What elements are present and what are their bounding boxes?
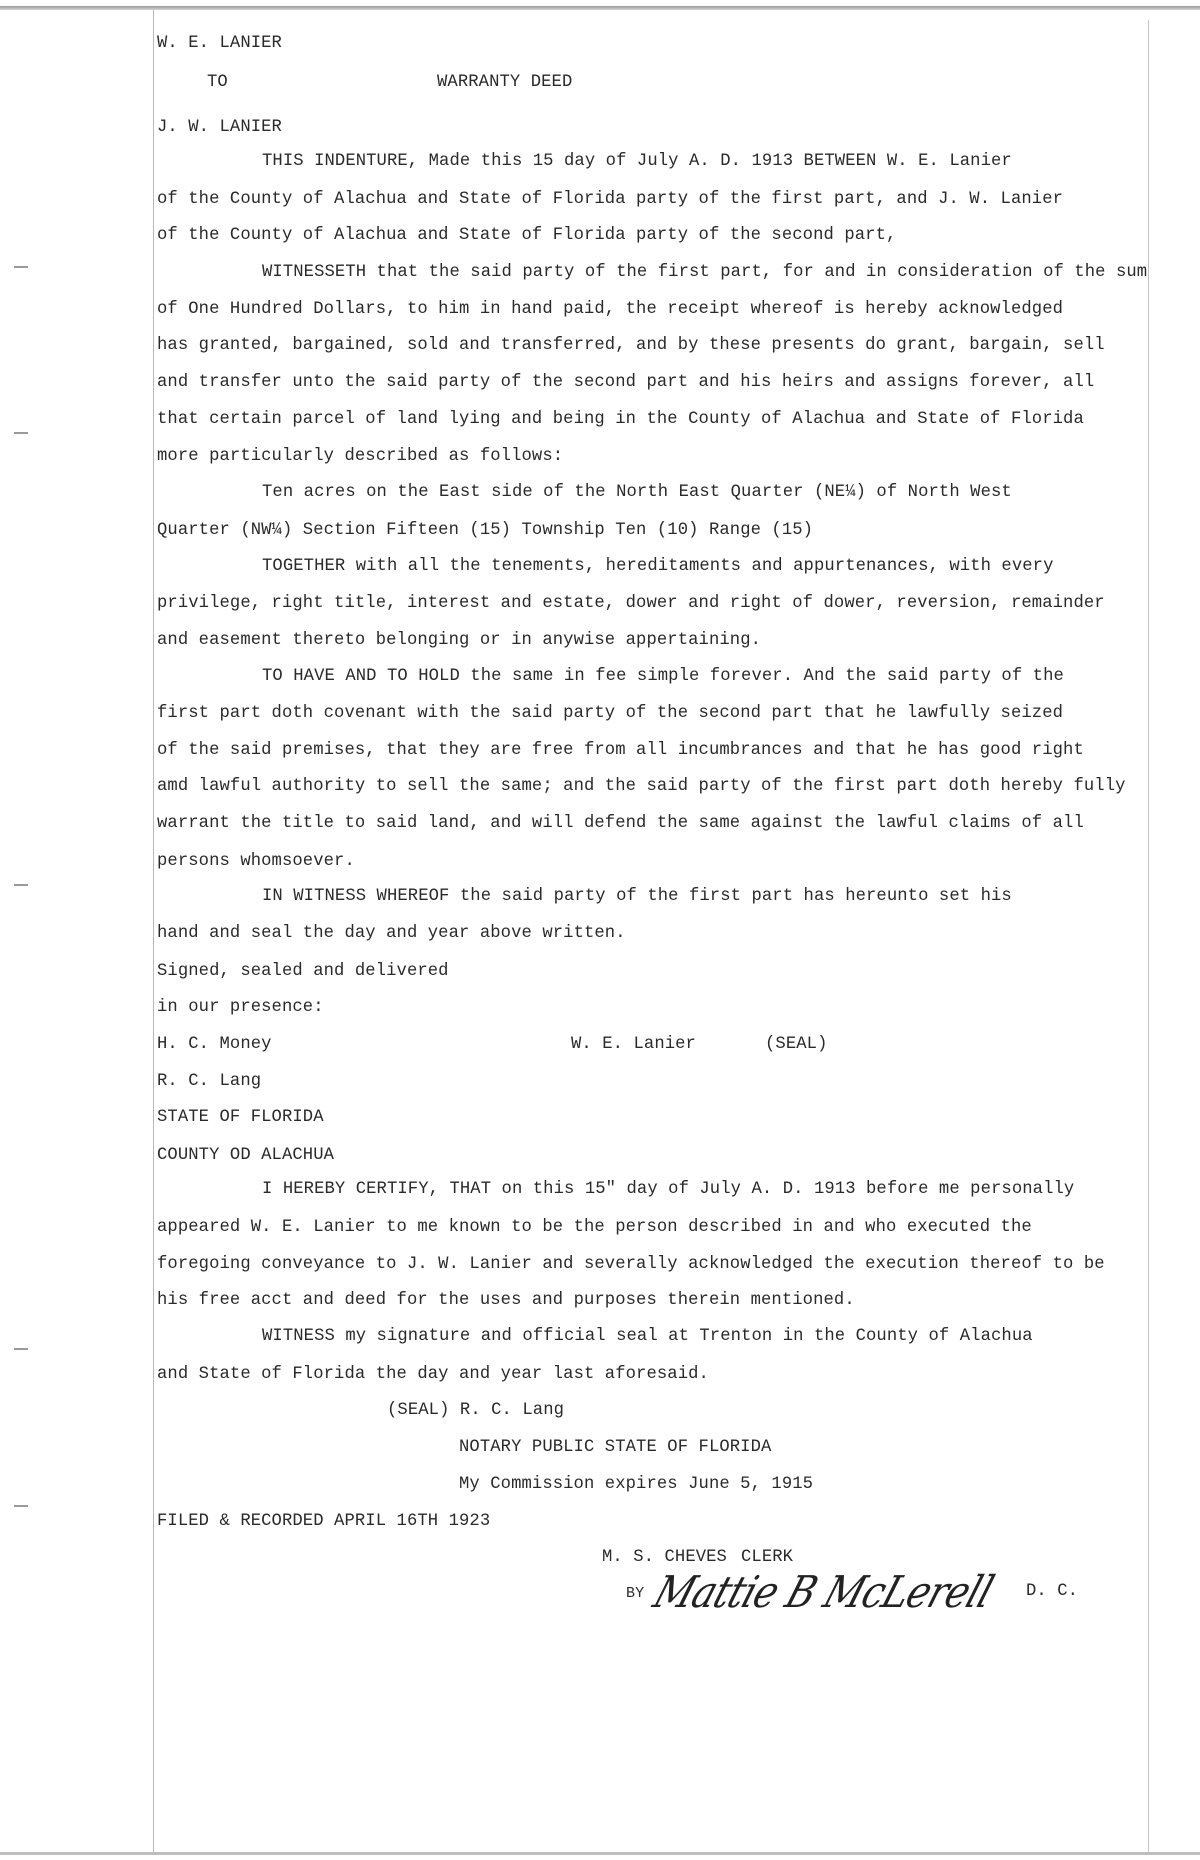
seal-label: (SEAL) <box>765 1035 828 1054</box>
margin-mark <box>14 884 28 886</box>
body-line: in our presence: <box>157 998 324 1017</box>
body-line: first part doth covenant with the said party of the second part that he lawfully seized <box>157 704 1064 723</box>
body-line: WITNESSETH that the said party of the first part, for and in consideration of the sum <box>262 263 1148 282</box>
grantor-heading: W. E. LANIER <box>157 34 282 53</box>
deputy-clerk-signature: Mattie B McLerell <box>647 1566 999 1618</box>
by-label: BY <box>626 1585 645 1602</box>
ack-line: WITNESS my signature and official seal at Trenton in the County of Alachua <box>262 1327 1033 1346</box>
body-line: hand and seal the day and year above written. <box>157 924 626 943</box>
body-line: Ten acres on the East side of the North East Quarter (NE¼) of North West <box>262 483 1012 502</box>
body-line: and easement thereto belonging or in anywise appertaining. <box>157 631 762 650</box>
body-line: of One Hundred Dollars, to him in hand paid, the receipt whereof is hereby acknowledged <box>157 300 1064 319</box>
ack-line: I HEREBY CERTIFY, THAT on this 15" day of July A. D. 1913 before me personally <box>262 1180 1075 1199</box>
grantee-heading: J. W. LANIER <box>157 118 282 137</box>
body-line: persons whomsoever. <box>157 852 355 871</box>
notary-title: NOTARY PUBLIC STATE OF FLORIDA <box>459 1438 772 1457</box>
notary-signature: (SEAL) R. C. Lang <box>387 1401 565 1420</box>
bottom-rule <box>0 1852 1200 1855</box>
body-line: amd lawful authority to sell the same; and the said party of the first part doth hereby fully <box>157 777 1126 796</box>
body-line: TO HAVE AND TO HOLD the same in fee simple forever. And the said party of the <box>262 667 1064 686</box>
ack-line: his free acct and deed for the uses and purposes therein mentioned. <box>157 1291 855 1310</box>
margin-mark <box>14 1348 28 1350</box>
body-line: that certain parcel of land lying and being in the County of Alachua and State of Florida <box>157 410 1084 429</box>
ack-line: STATE OF FLORIDA <box>157 1108 324 1127</box>
ack-line: appeared W. E. Lanier to me known to be the person described in and who executed the <box>157 1218 1032 1237</box>
body-line: and transfer unto the said party of the second part and his heirs and assigns forever, all <box>157 373 1095 392</box>
clerk-name: M. S. CHEVES <box>602 1548 727 1567</box>
deputy-clerk-label: D. C. <box>1026 1582 1079 1601</box>
body-line: TOGETHER with all the tenements, hereditaments and appurtenances, with every <box>262 557 1054 576</box>
body-line: has granted, bargained, sold and transferred, and by these presents do grant, bargain, sell <box>157 336 1105 355</box>
body-line: of the said premises, that they are free from all incumbrances and that he has good right <box>157 741 1084 760</box>
ack-line: foregoing conveyance to J. W. Lanier and severally acknowledged the execution thereof to be <box>157 1255 1105 1274</box>
commission-expiry: My Commission expires June 5, 1915 <box>459 1475 814 1494</box>
body-line: THIS INDENTURE, Made this 15 day of July A. D. 1913 BETWEEN W. E. Lanier <box>262 152 1012 171</box>
witness-1: H. C. Money <box>157 1035 272 1054</box>
document-title: WARRANTY DEED <box>437 73 573 92</box>
body-line: privilege, right title, interest and estate, dower and right of dower, reversion, remainder <box>157 594 1105 613</box>
top-rule <box>0 6 1200 10</box>
ack-line: COUNTY OD ALACHUA <box>157 1146 335 1165</box>
left-margin-line <box>153 10 154 1852</box>
body-line: of the County of Alachua and State of Florida party of the first part, and J. W. Lanier <box>157 190 1064 209</box>
ack-line: and State of Florida the day and year last aforesaid. <box>157 1365 709 1384</box>
body-line: Quarter (NW¼) Section Fifteen (15) Township Ten (10) Range (15) <box>157 521 814 540</box>
body-line: of the County of Alachua and State of Florida party of the second part, <box>157 226 897 245</box>
right-margin-line <box>1148 20 1149 1852</box>
margin-mark <box>14 266 28 268</box>
clerk-title: CLERK <box>741 1548 794 1567</box>
grantor-signature: W. E. Lanier <box>571 1035 696 1054</box>
margin-mark <box>14 432 28 434</box>
to-heading: TO <box>207 73 228 92</box>
witness-2: R. C. Lang <box>157 1072 262 1091</box>
filed-recorded: FILED & RECORDED APRIL 16TH 1923 <box>157 1512 491 1531</box>
body-line: Signed, sealed and delivered <box>157 962 449 981</box>
body-line: warrant the title to said land, and will defend the same against the lawful claims of all <box>157 814 1084 833</box>
body-line: more particularly described as follows: <box>157 447 564 466</box>
body-line: IN WITNESS WHEREOF the said party of the first part has hereunto set his <box>262 887 1012 906</box>
margin-mark <box>14 1505 28 1507</box>
